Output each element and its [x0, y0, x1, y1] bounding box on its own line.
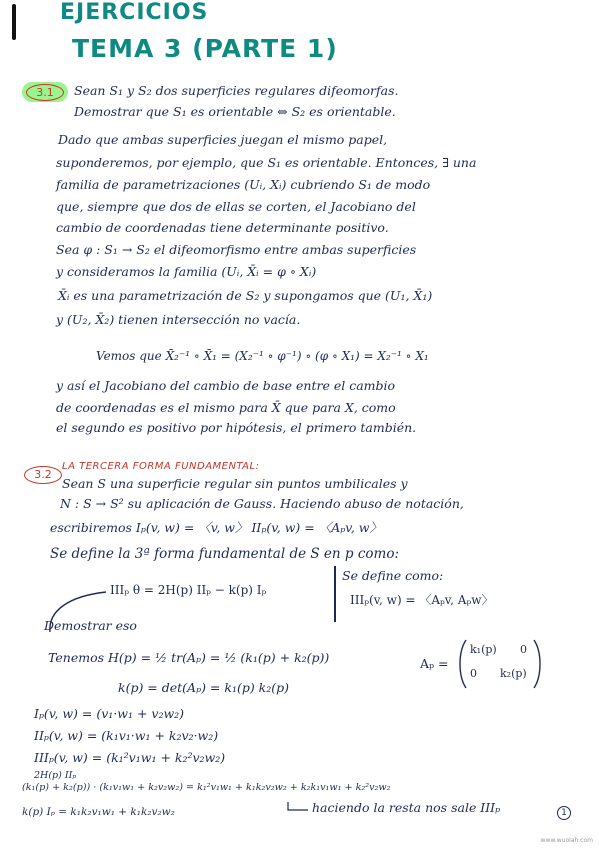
ex31-line-6: que, siempre que dos de ellas se corten, el Jacobiano del	[56, 199, 416, 214]
ex31-line-1: Sean S₁ y S₂ dos superficies regulares difeomorfas.	[74, 83, 399, 98]
ex31-line-15: el segundo es positivo por hipótesis, el primero también.	[56, 420, 417, 435]
page-number: 1	[557, 806, 571, 820]
derivation-conclusion: haciendo la resta nos sale IIIₚ	[312, 800, 501, 815]
divider-bar	[334, 566, 336, 622]
exercise-number-3-1: 3.1	[26, 84, 64, 101]
derivation-I: Iₚ(v, w) = (v₁·w₁ + v₂w₂)	[34, 706, 185, 721]
derivation-H: Tenemos H(p) = ½ tr(Aₚ) = ½ (k₁(p) + k₂(p))	[48, 650, 330, 665]
ex31-line-13: y así el Jacobiano del cambio de base entre el cambio	[56, 378, 396, 393]
title-ejercicios: EJERCICIOS	[60, 0, 209, 25]
ex31-line-2: Demostrar que S₁ es orientable ⇔ S₂ es orientable.	[74, 104, 396, 119]
ex32-line-3: escribiremos Iₚ(v, w) = 〈v, w〉 IIₚ(v, w) = 〈Aₚv, w〉	[50, 520, 382, 535]
ex31-line-9: y consideramos la familia (Uᵢ, X̄ᵢ = φ ∘ Xᵢ)	[56, 264, 317, 279]
ex31-line-8: Sea φ : S₁ → S₂ el difeomorfismo entre ambas superficies	[56, 242, 417, 257]
derivation-expansion: (k₁(p) + k₂(p)) · (k₁v₁w₁ + k₂v₂w₂) = k₁²v₁w₁ + k₁k₂v₂w₂ + k₂k₁v₁w₁ + k₂²v₂w₂	[22, 782, 391, 793]
formula-third-form-definition: IIIₚ(v, w) = 〈Aₚv, Aₚw〉	[350, 593, 494, 607]
watermark: www.wuolah.com	[540, 837, 593, 844]
derivation-kI: k(p) Iₚ = k₁k₂v₁w₁ + k₁k₂v₂w₂	[22, 806, 175, 818]
matrix-a22: k₂(p)	[500, 667, 527, 680]
ex32-line-4: Se define la 3ª forma fundamental de S en p como:	[50, 546, 399, 562]
margin-mark	[12, 4, 16, 40]
ex31-line-7: cambio de coordenadas tiene determinante positivo.	[56, 220, 389, 235]
derivation-II: IIₚ(v, w) = (k₁v₁·w₁ + k₂v₂·w₂)	[34, 728, 219, 743]
matrix-label: Aₚ =	[420, 656, 449, 671]
matrix-a12: 0	[520, 643, 527, 656]
ex31-line-5: familia de parametrizaciones (Uᵢ, Xᵢ) cubriendo S₁ de modo	[56, 177, 431, 192]
formula-third-form: IIIₚ θ = 2H(p) IIₚ − k(p) Iₚ	[110, 583, 267, 597]
exercise-number-3-2: 3.2	[24, 466, 62, 484]
ex31-line-12: Vemos que X̄₂⁻¹ ∘ X̄₁ = (X₂⁻¹ ∘ φ⁻¹) ∘ (φ ∘ X₁) = X₂⁻¹ ∘ X₁	[96, 349, 429, 363]
ex31-line-10: X̄ᵢ es una parametrización de S₂ y supongamos que (U₁, X̄₁)	[58, 288, 433, 303]
ex31-line-3: Dado que ambas superficies juegan el mismo papel,	[58, 132, 388, 147]
demostrar-label: Demostrar eso	[44, 618, 137, 633]
ex32-line-1: Sean S una superficie regular sin puntos umbilicales y	[62, 476, 408, 491]
ex31-line-11: y (U₂, X̄₂) tienen intersección no vacía.	[56, 312, 301, 327]
derivation-III: IIIₚ(v, w) = (k₁²v₁w₁ + k₂²v₂w₂)	[34, 750, 226, 765]
ex32-line-2: N : S → S² su aplicación de Gauss. Haciendo abuso de notación,	[60, 496, 464, 511]
bracket-arrow-icon	[286, 800, 310, 814]
ex31-line-4: suponderemos, por ejemplo, que S₁ es orientable. Entonces, ∃ una	[56, 155, 477, 170]
ex32-heading: LA TERCERA FORMA FUNDAMENTAL:	[62, 461, 260, 472]
formula-right-label: Se define como:	[342, 568, 444, 583]
derivation-2H-II-label: 2H(p) IIₚ	[34, 770, 77, 781]
matrix-a11: k₁(p)	[470, 643, 497, 656]
derivation-k: k(p) = det(Aₚ) = k₁(p) k₂(p)	[118, 680, 290, 695]
ex31-line-14: de coordenadas es el mismo para X̄ que para X, como	[56, 400, 396, 415]
title-tema: TEMA 3 (PARTE 1)	[72, 34, 338, 63]
matrix-a21: 0	[470, 667, 477, 680]
